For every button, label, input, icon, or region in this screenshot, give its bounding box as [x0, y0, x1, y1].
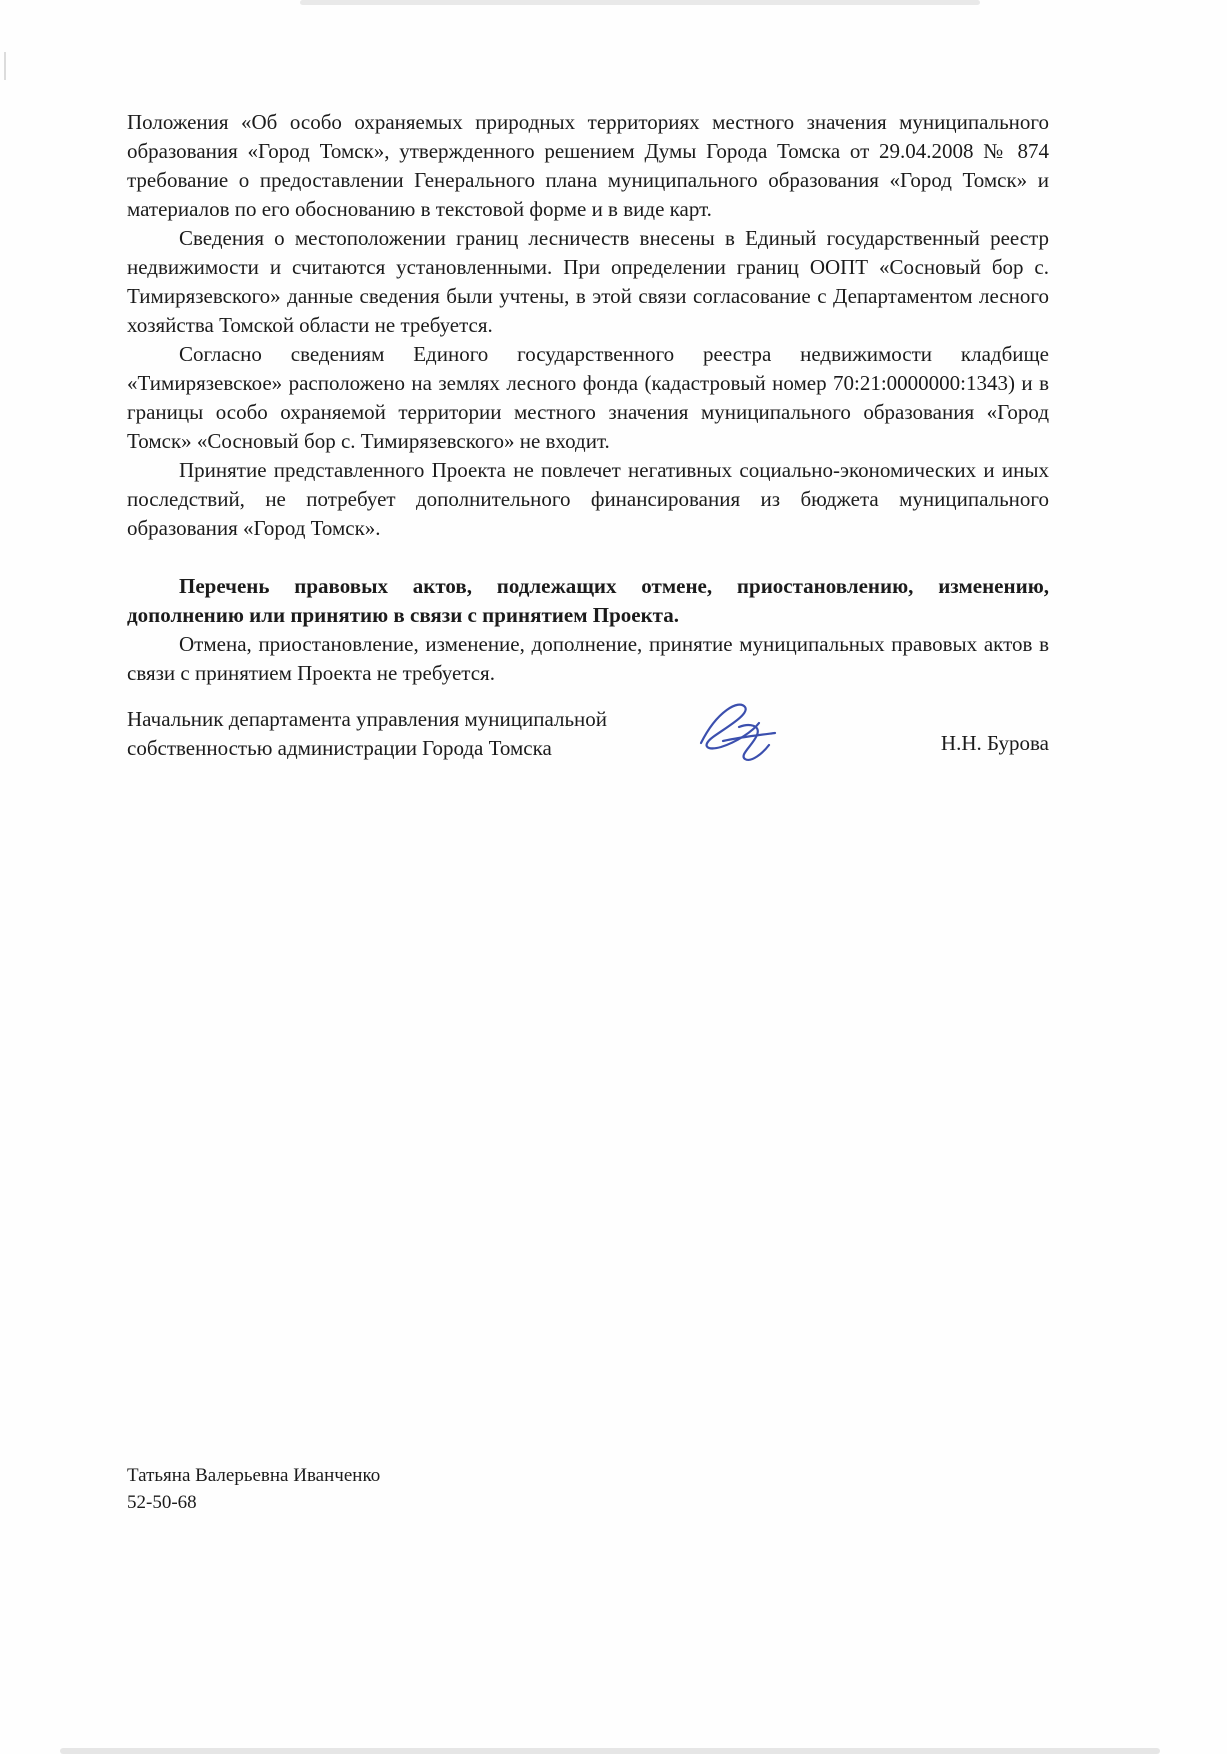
scan-artifact-left — [4, 52, 6, 80]
paragraph-no-acts-required: Отмена, приостановление, изменение, дополнение, принятие муниципальных правовых актов в связи с принятием Проекта не требуется. — [127, 632, 1049, 685]
executor-name: Татьяна Валерьевна Иванченко — [127, 1465, 381, 1486]
section-heading-legal-acts: Перечень правовых актов, подлежащих отмене, приостановлению, изменению, дополнению или принятию в связи с принятием Проекта. — [127, 574, 1049, 627]
signer-position-line2: собственностью администрации Города Томска — [127, 736, 552, 760]
executor-phone: 52-50-68 — [127, 1492, 197, 1513]
scan-artifact-bottom — [60, 1748, 1160, 1754]
handwritten-signature — [687, 697, 847, 772]
spacer — [127, 543, 1049, 572]
signer-name: Н.Н. Бурова — [940, 731, 1049, 755]
signature-block — [127, 705, 1049, 772]
scan-artifact-top — [300, 0, 980, 5]
signer-position-line1: Начальник департамента управления муниципальной — [127, 707, 607, 731]
paragraph-project-consequences: Принятие представленного Проекта не повлечет негативных социально-экономических и иных последствий, не потребует дополнительного финансирования из бюджета муниципального образования «Город Томск». — [127, 458, 1049, 540]
signer-position — [127, 705, 627, 763]
executor-footer — [127, 1462, 380, 1516]
paragraph-cemetery-register: Согласно сведениям Единого государственного реестра недвижимости кладбище «Тимирязевское» расположено на землях лесного фонда (кадастровый номер 70:21:0000000:1343) и в границы особо охраняемой территории местного значения муниципального образования «Город Томск» «Сосновый бор с. Тимирязевского» не входит. — [127, 342, 1049, 453]
paragraph-regulations: Положения «Об особо охраняемых природных территориях местного значения муниципального образования «Город Томск», утвержденного решением Думы Города Томска от 29.04.2008 № 874 требование о предоставлении Генерального плана муниципального образования «Город Томск» и материалов по его обоснованию в текстовой форме и в виде карт. — [127, 110, 1049, 221]
document-body — [127, 108, 1049, 688]
paragraph-forest-boundaries: Сведения о местоположении границ лесничеств внесены в Единый государственный реестр недвижимости и считаются установленными. При определении границ ООПТ «Сосновый бор с. Тимирязевского» данные сведения были учтены, в этой связи согласование с Департаментом лесного хозяйства Томской области не требуется. — [127, 226, 1049, 337]
